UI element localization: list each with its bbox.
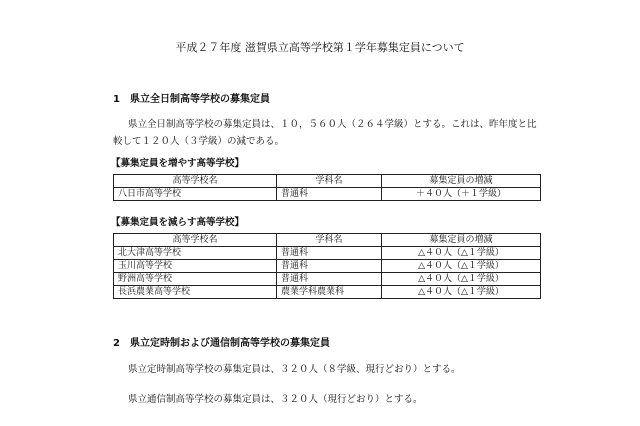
enrollment-change: △４０人（△１学級） xyxy=(382,260,541,273)
increase-table-label: 【募集定員を増やす高等学校】 xyxy=(111,158,245,169)
header-change: 募集定員の増減 xyxy=(382,234,541,247)
school-name: 長浜農業高等学校 xyxy=(114,286,277,299)
section-2-line-1: 県立定時制高等学校の募集定員は、３２０人（８学級、現行どおり）とする。 xyxy=(128,364,461,375)
decrease-table-label: 【募集定員を減らす高等学校】 xyxy=(111,217,245,228)
enrollment-change: △４０人（△１学級） xyxy=(382,273,541,286)
decrease-table xyxy=(113,233,541,299)
table-row xyxy=(114,273,541,286)
header-school: 高等学校名 xyxy=(114,175,277,188)
table-row xyxy=(114,188,541,201)
enrollment-change: △４０人（△１学級） xyxy=(382,286,541,299)
increase-table xyxy=(113,174,541,201)
section-1-paragraph-line-1: 県立全日制高等学校の募集定員は、１０，５６０人（２６４学級）とする。これは、昨年度と比 xyxy=(128,119,537,130)
table-row xyxy=(114,247,541,260)
course-name: 普通科 xyxy=(277,273,382,286)
school-name: 野洲高等学校 xyxy=(114,273,277,286)
page-title: 平成２７年度 滋賀県立高等学校第１学年募集定員について xyxy=(175,41,465,54)
enrollment-change: ＋４０人（＋１学級） xyxy=(382,188,541,201)
section-1-heading: 1 県立全日制高等学校の募集定員 xyxy=(113,94,270,105)
header-course: 学科名 xyxy=(277,234,382,247)
header-school: 高等学校名 xyxy=(114,234,277,247)
section-1-paragraph-line-2: 較して１２０人（３学級）の減である。 xyxy=(113,136,285,147)
course-name: 普通科 xyxy=(277,260,382,273)
school-name: 北大津高等学校 xyxy=(114,247,277,260)
table-header-row xyxy=(114,175,541,188)
table-row xyxy=(114,286,541,299)
table-row xyxy=(114,260,541,273)
section-2-heading: 2 県立定時制および通信制高等学校の募集定員 xyxy=(113,338,330,349)
course-name: 普通科 xyxy=(277,188,382,201)
course-name: 農業学科農業科 xyxy=(277,286,382,299)
section-2-line-2: 県立通信制高等学校の募集定員は、３２０人（現行どおり）とする。 xyxy=(128,394,423,405)
header-change: 募集定員の増減 xyxy=(382,175,541,188)
table-header-row xyxy=(114,234,541,247)
enrollment-change: △４０人（△１学級） xyxy=(382,247,541,260)
header-course: 学科名 xyxy=(277,175,382,188)
course-name: 普通科 xyxy=(277,247,382,260)
school-name: 八日市高等学校 xyxy=(114,188,277,201)
school-name: 玉川高等学校 xyxy=(114,260,277,273)
